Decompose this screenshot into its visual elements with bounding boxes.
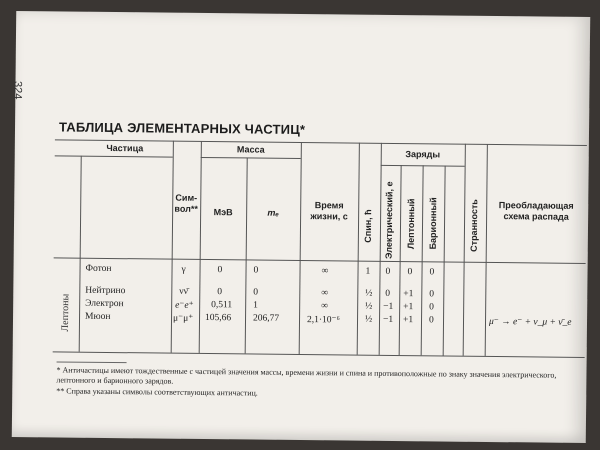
mass-me: 206,77 bbox=[252, 313, 280, 324]
electric-charge: 0 bbox=[385, 266, 391, 277]
mass-mev: 0 bbox=[217, 287, 223, 298]
particle-symbol: e⁻e⁺ bbox=[175, 300, 194, 311]
header-decay: Преобладающая схема распада bbox=[498, 200, 574, 222]
header-electric: Электрический, e bbox=[383, 181, 395, 259]
spin: ½ bbox=[365, 301, 373, 312]
table-title: ТАБЛИЦА ЭЛЕМЕНТАРНЫХ ЧАСТИЦ* bbox=[58, 119, 306, 138]
footnote-1: * Античастицы имеют тождественные с частицей значения массы, времени жизни и спина и противоположные по знаку значения электрического, лептонного и барионного зарядов. bbox=[56, 365, 557, 386]
header-lepton: Лептонный bbox=[405, 198, 417, 250]
lepton-charge: +1 bbox=[402, 315, 414, 326]
baryon-charge: 0 bbox=[428, 315, 434, 326]
mass-mev: 0 bbox=[217, 265, 223, 276]
electric-charge: 0 bbox=[385, 288, 391, 299]
baryon-charge: 0 bbox=[429, 267, 435, 278]
header-charges: Заряды bbox=[405, 149, 441, 160]
lifetime: ∞ bbox=[321, 266, 329, 277]
lepton-charge: 0 bbox=[407, 267, 413, 278]
header-mass: Масса bbox=[236, 144, 265, 155]
lifetime: ∞ bbox=[321, 301, 329, 312]
particle-name: Нейтрино bbox=[85, 285, 126, 297]
header-mev: МэВ bbox=[213, 207, 233, 218]
particle-name: Электрон bbox=[85, 298, 124, 310]
header-lifetime: Время жизни, с bbox=[310, 200, 348, 222]
particles-table bbox=[53, 139, 587, 363]
header-symbol: Сим- вол** bbox=[174, 192, 198, 214]
group-label-leptons: Лептоны bbox=[59, 293, 72, 332]
particle-symbol: γ bbox=[181, 264, 186, 275]
header-me: mₑ bbox=[267, 207, 279, 218]
lifetime: ∞ bbox=[321, 288, 329, 299]
baryon-charge: 0 bbox=[429, 289, 435, 300]
mass-me: 0 bbox=[253, 287, 259, 298]
header-strangeness: Странность bbox=[468, 199, 480, 252]
mass-me: 0 bbox=[253, 265, 259, 276]
particle-symbol: μ⁻μ⁺ bbox=[172, 313, 194, 324]
footnote-2: ** Справа указаны символы соответствующих античастиц. bbox=[56, 386, 258, 398]
particle-symbol: νν̄ bbox=[179, 286, 188, 297]
footnote-rule bbox=[57, 361, 127, 363]
spin: ½ bbox=[365, 288, 373, 299]
mass-me: 1 bbox=[253, 300, 258, 311]
lifetime: 2,1·10⁻⁶ bbox=[306, 315, 340, 326]
baryon-charge: 0 bbox=[429, 302, 434, 313]
electric-charge: −1 bbox=[382, 314, 394, 325]
lepton-charge: +1 bbox=[403, 289, 414, 300]
header-particle: Частица bbox=[106, 142, 144, 154]
header-spin: Спин, ħ bbox=[362, 209, 374, 243]
spin: ½ bbox=[364, 314, 373, 325]
electric-charge: −1 bbox=[383, 301, 394, 312]
spin: 1 bbox=[365, 266, 371, 277]
mass-mev: 0,511 bbox=[211, 300, 233, 311]
page-number: 324 bbox=[11, 80, 24, 100]
particle-name: Мюон bbox=[84, 311, 111, 323]
lepton-charge: +1 bbox=[403, 302, 414, 313]
header-baryon: Барионный bbox=[427, 197, 439, 250]
decay-scheme: μ⁻ → e⁻ + ν_μ + ν̄_e bbox=[488, 316, 572, 328]
particle-name: Фотон bbox=[85, 263, 112, 275]
book-page bbox=[12, 11, 590, 443]
mass-mev: 105,66 bbox=[204, 313, 232, 324]
